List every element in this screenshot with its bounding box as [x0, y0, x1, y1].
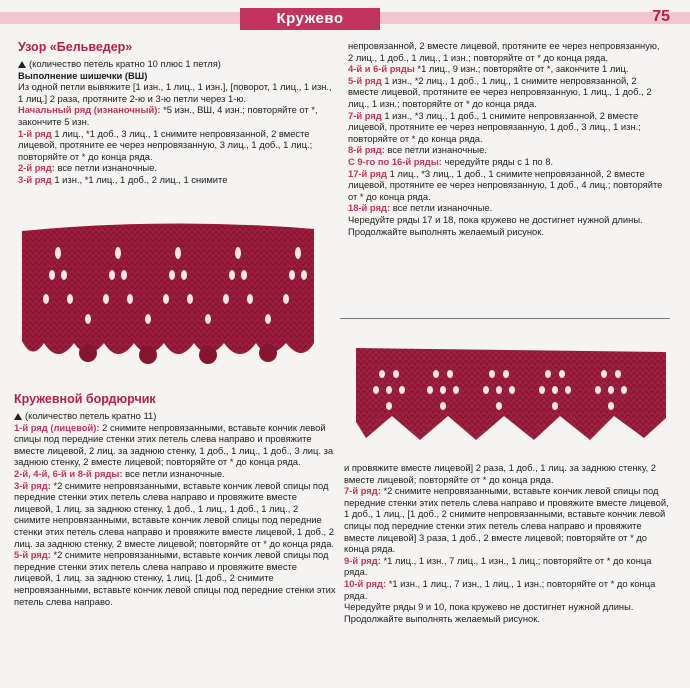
- row-label: 3-й ряд: [18, 173, 52, 185]
- section-lace-border: [14, 392, 336, 607]
- lace-swatch-belvedere: [18, 213, 318, 373]
- row-text: 1 лиц., *1 доб., 3 лиц., 1 снимите непровязанной, 2 вместе лицевой, протяните ее через непровязанную, 3 лиц., 1 доб., 1 лиц.; повторяйте от * до конца ряда.: [18, 127, 313, 162]
- row-text: *1 изн., 1 лиц., 7 изн., 1 лиц., 1 изн.; повторяйте от * до конца ряда.: [344, 577, 656, 601]
- triangle-icon: [18, 61, 26, 68]
- row-text: *1 лиц., 1 изн., 7 лиц., 1 изн., 1 лиц.; повторяйте от * до конца ряда.: [344, 554, 652, 578]
- row-label: 3-й ряд:: [14, 479, 51, 491]
- row-text: непровязанной, 2 вместе лицевой, протяните ее через непровязанную, 2 лиц., 1 доб., 1 лиц., 1 изн.; повторяйте от * до конца ряда.: [348, 40, 660, 63]
- repeat-note: Чередуйте ряды 17 и 18, пока кружево не достигнет нужной длины.: [348, 213, 643, 225]
- row-label: 2-й, 4-й, 6-й и 8-й ряды:: [14, 467, 123, 479]
- row-text: все петли изнаночные.: [125, 467, 225, 479]
- row-text: чередуйте ряды с 1 по 8.: [444, 155, 554, 167]
- row-label: 5-й ряд:: [14, 549, 51, 561]
- row-label: Начальный ряд (изнаночный):: [18, 104, 161, 116]
- row-label: 1-й ряд: [18, 127, 52, 139]
- page-number: 75: [652, 8, 670, 25]
- row-text: 1 изн., *1 лиц., 1 доб., 2 лиц., 1 снимите: [54, 173, 228, 185]
- row-label: 18-й ряд:: [348, 202, 391, 214]
- section-lace-border-continued: [344, 462, 670, 624]
- row-label: 2-й ряд:: [18, 162, 55, 174]
- row-label: 4-й и 6-й ряды: [348, 63, 415, 75]
- row-label: 17-й ряд: [348, 167, 387, 179]
- section-belvedere: [18, 40, 336, 186]
- stitch-count: (количество петель кратно 11): [14, 410, 336, 422]
- triangle-icon: [14, 413, 22, 420]
- lace-swatch-border: [352, 342, 670, 450]
- bobble-text: Из одной петли вывяжите [1 изн., 1 лиц., 1 изн.], [поворот, 1 лиц., 1 изн., 1 лиц.] 2 раза, протяните 2-ю и 3-ю петли через 1-ю.: [18, 81, 332, 104]
- section-title-belvedere: Узор «Бельведер»: [18, 40, 133, 54]
- row-text: все петли изнаночные.: [392, 202, 493, 214]
- row-text: все петли изнаночные.: [387, 144, 487, 156]
- continue-note: Продолжайте выполнять желаемый рисунок.: [348, 225, 544, 237]
- row-text: все петли изнаночные.: [57, 162, 157, 174]
- section-divider: [340, 318, 670, 319]
- row-text: и провяжите вместе лицевой] 2 раза, 1 доб., 1 лиц. за заднюю стенку, 2 вместе лицевой; повторяйте от * до конца ряда.: [344, 462, 657, 485]
- page-header: [0, 8, 690, 28]
- section-title-border: Кружевной бордюрчик: [14, 392, 156, 406]
- row-label: 1-й ряд (лицевой):: [14, 421, 100, 433]
- row-text: 1 изн., *3 лиц., 1 доб., 1 снимите непровязанной, 2 вместе лицевой, протяните ее через непровязанную, 1 доб., 3 лиц., 1 изн.; повторяйте от * до конца ряда.: [348, 109, 641, 144]
- stitch-count: (количество петель кратно 10 плюс 1 петля): [18, 58, 336, 70]
- row-text: *2 снимите непровязанными, вставьте кончик левой спицы под передние стенки этих петель слева направо и провяжите вместе лицевой, 1 лиц. за заднюю стенку, 1 доб., 1 лиц., 1 доб., 1 лиц., 2 снимите непровязанными, вставьте кончик левой спицы под передние стенки этих петель слева направо и провяжите вместе лицевой, 1 доб., 2 лиц. за заднюю стенку, 2 вместе лицевой; повторяйте от * до конца ряда.: [14, 479, 335, 549]
- row-text: *5 изн., ВШ, 4 изн.; повторяйте от *, закончите 5 изн.: [18, 104, 318, 127]
- row-text: *2 снимите непровязанными, вставьте кончик левой спицы под передние стенки этих петель слева направо и провяжите вместе лицевой, 1 лиц. за заднюю стенку, 1 лиц. [1 доб., 2 снимите непровязанными, вставьте кончик левой спицы под передние стенки этих петель слева направо.: [14, 549, 336, 607]
- section-belvedere-continued: [348, 40, 666, 237]
- row-label: 8-й ряд:: [348, 144, 385, 156]
- row-label: С 9-го по 16-й ряды:: [348, 155, 442, 167]
- continue-note: Продолжайте выполнять желаемый рисунок.: [344, 612, 540, 624]
- row-text: 2 снимите непровязанными, вставьте кончик левой спицы под передние стенки этих петель слева направо и провяжите вместе лицевой, 2 лиц. за заднюю стенку, 1 доб., 1 лиц., 1 доб., 3 лиц. за заднюю стенку, 2 вместе лицевой; повторяйте от * до конца ряда.: [14, 421, 334, 468]
- row-text: 1 изн., *2 лиц., 1 доб., 1 лиц., 1 снимите непровязанной, 2 вместе лицевой, протяните ее через непровязанную, 1 лиц., 1 доб., 2 лиц., 1 изн.; повторяйте от * до конца ряда.: [348, 74, 652, 109]
- row-label: 9-й ряд:: [344, 554, 381, 566]
- bobble-label: Выполнение шишечки (ВШ): [18, 69, 148, 81]
- row-text: *2 снимите непровязанными, вставьте кончик левой спицы под передние стенки этих петель слева направо и провяжите вместе лицевой, 1 доб., 1 лиц., [1 доб., 2 снимите непровязанными, вставьте кончик левой спицы под передние стенки этих петель слева направо и провяжите вместе лицевой] 3 раза, 1 доб., 2 вместе лицевой; повторяйте от * до конца ряда.: [344, 485, 669, 555]
- chapter-title: Кружево: [240, 8, 380, 30]
- repeat-note: Чередуйте ряды 9 и 10, пока кружево не достигнет нужной длины.: [344, 601, 634, 613]
- row-label: 7-й ряд: [348, 109, 382, 121]
- row-text: 1 лиц., *3 лиц., 1 доб., 1 снимите непровязанной, 2 вместе лицевой, протяните ее через непровязанную, 1 доб., 4 лиц.; повторяйте от * до конца ряда.: [348, 167, 663, 202]
- row-label: 5-й ряд: [348, 74, 382, 86]
- row-text: *1 лиц., 9 изн.; повторяйте от *, закончите 1 лиц.: [417, 63, 629, 75]
- row-label: 10-й ряд:: [344, 577, 387, 589]
- row-label: 7-й ряд:: [344, 485, 381, 497]
